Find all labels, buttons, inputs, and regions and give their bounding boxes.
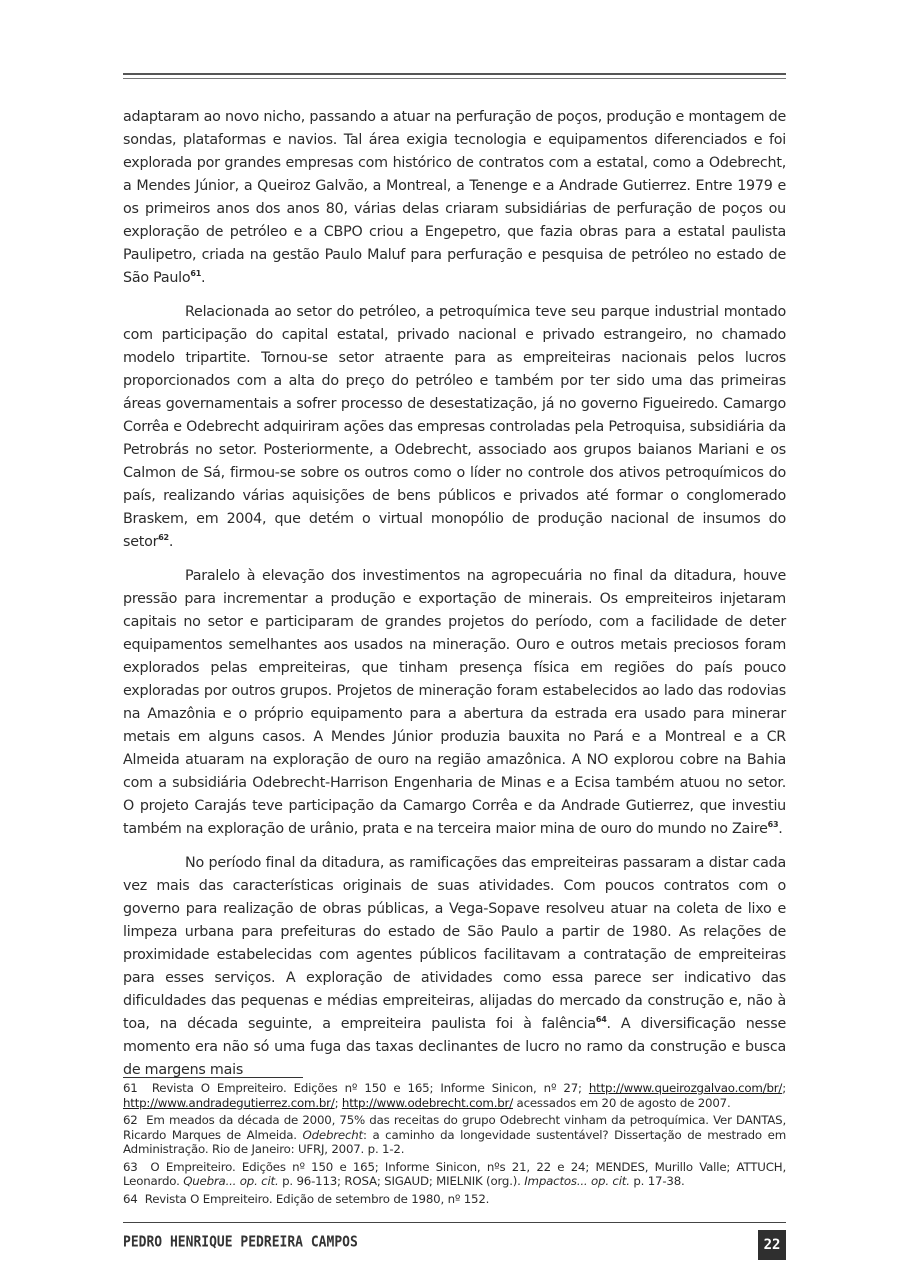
footnote-text: Em meados da década de 2000, 75% das receitas do grupo Odebrecht vinham da petroquímica. Ver DANTAS, Ricardo Marques de Almeida. <box>123 1113 786 1142</box>
footnote-61 <box>123 1081 786 1110</box>
footnote-number: 61 <box>123 1081 138 1095</box>
footnote-number: 63 <box>123 1159 138 1174</box>
paragraph-text: adaptaram ao novo nicho, passando a atuar na perfuração de poços, produção e montagem de sondas, plataformas e navios. Tal área exigia tecnologia e equipamentos diferenciados e foi explorada por grandes empresas com histórico de contratos com a estatal, como a Odebrecht, a Mendes Júnior, a Queiroz Galvão, a Montreal, a Tenenge e a Andrade Gutierrez. Entre 1979 e os primeiros anos dos anos 80, várias delas criaram subsidiárias de perfuração de poços ou exploração de petróleo e a CBPO criou a Engepetro, que fazia obras para a estatal paulista Paulipetro, criada na gestão Paulo Maluf para perfuração e pesquisa de petróleo no estado de São Paulo <box>123 109 786 286</box>
paragraph-text-tail: . <box>778 821 783 837</box>
footnote-62 <box>123 1113 786 1157</box>
footnote-ref-62[interactable]: 62 <box>158 533 169 543</box>
footnote-ref-64[interactable]: 64 <box>595 1015 607 1025</box>
footnote-italic: Odebrecht <box>302 1127 363 1142</box>
footnote-text: Revista O Empreiteiro. Edições nº 150 e 165; Informe Sinicon, nº 27; <box>151 1081 589 1095</box>
footnote-italic: Impactos... op. cit. <box>524 1174 630 1188</box>
link-queirozgalvao[interactable]: http://www.queirozgalvao.com/br/ <box>588 1081 783 1095</box>
footnote-separator <box>123 1077 303 1078</box>
footnote-text: p. 96-113; ROSA; SIGAUD; MIELNIK (org.). <box>278 1174 525 1188</box>
paragraph-text: No período final da ditadura, as ramificações das empreiteiras passaram a distar cada vez mais das características originais de suas atividades. Com poucos contratos com o governo para realização de obras públicas, a Vega-Sopave resolveu atuar na coleta de lixo e limpeza urbana para prefeituras do estado de São Paulo a partir de 1980. As relações de proximidade estabelecidas com agentes públicos facilitavam a contratação de empreiteiras para esses serviços. A exploração de atividades como essa parece ser indicativo das dificuldades das pequenas e médias empreiteiras, alijadas do mercado da construção e, não à toa, na década seguinte, a empreiteira paulista foi à falência <box>123 855 786 1032</box>
footnote-text: : a caminho da longevidade sustentável? Dissertação de mestrado em Administração. Rio de Janeiro: UFRJ, 2007. p. 1-2. <box>123 1127 786 1156</box>
footnote-number: 62 <box>123 1113 138 1127</box>
paragraph-text-tail: . <box>168 534 174 550</box>
paragraph-1 <box>123 106 786 290</box>
footer-rule <box>123 1222 786 1223</box>
footnote-text: O Empreiteiro. Edições nº 150 e 165; Informe Sinicon, nºs 21, 22 e 24; MENDES, Murillo Valle; ATTUCH, Leonardo. <box>123 1159 786 1188</box>
paragraph-2 <box>123 301 786 554</box>
link-odebrecht[interactable]: http://www.odebrecht.com.br/ <box>341 1095 513 1110</box>
footnote-text: p. 17-38. <box>629 1174 685 1188</box>
footnote-separator-text: ; <box>782 1081 786 1095</box>
main-text <box>123 106 786 1093</box>
paragraph-3 <box>123 565 786 841</box>
paragraph-text-tail: . A diversificação nesse momento era não só uma fuga das taxas declinantes de lucro no ramo da construção e busca de margens mais <box>123 1016 786 1078</box>
footnote-ref-61[interactable]: 61 <box>190 269 202 279</box>
footnote-number: 64 <box>123 1191 138 1206</box>
header-rule-thin <box>123 78 786 79</box>
footnote-italic: Quebra... op. cit. <box>183 1174 279 1188</box>
paragraph-4 <box>123 852 786 1082</box>
footnote-separator-text: ; <box>334 1095 342 1110</box>
footnote-63 <box>123 1160 786 1189</box>
footnote-text: Revista O Empreiteiro. Edição de setembro de 1980, nº 152. <box>144 1191 490 1206</box>
page-number: 22 <box>758 1230 786 1260</box>
footnote-64 <box>123 1192 786 1207</box>
footer-author: PEDRO HENRIQUE PEDREIRA CAMPOS <box>123 1234 358 1252</box>
paragraph-text: Paralelo à elevação dos investimentos na agropecuária no final da ditadura, houve pressão para incrementar a produção e exportação de minerais. Os empreiteiros injetaram capitais no setor e participaram de grandes projetos do período, com a facilidade de deter equipamentos semelhantes aos usados na mineração. Ouro e outros metais preciosos foram explorados pelas empreiteiras, que tinham presença física em regiões do país pouco exploradas por outros grupos. Projetos de mineração foram estabelecidos ao lado das rodovias na Amazônia e o próprio equipamento para a abertura da estrada era usado para minerar metais em alguns casos. A Mendes Júnior produzia bauxita no Pará e a Montreal e a CR Almeida atuaram na exploração de ouro na região amazônica. A NO explorou cobre na Bahia com a subsidiária Odebrecht-Harrison Engenharia de Minas e a Ecisa também atuou no setor. O projeto Carajás teve participação da Camargo Corrêa e da Andrade Gutierrez, que investiu também na exploração de urânio, prata e na terceira maior mina de ouro do mundo no Zaire <box>123 568 786 837</box>
paragraph-text: Relacionada ao setor do petróleo, a petroquímica teve seu parque industrial montado com participação do capital estatal, privado nacional e privado estrangeiro, no chamado modelo tripartite. Tornou-se setor atraente para as empreiteiras nacionais pelos lucros proporcionados com a alta do preço do petróleo e também por ter sido uma das primeiras áreas governamentais a sofrer processo de desestatização, já no governo Figueiredo. Camargo Corrêa e Odebrecht adquiriram ações das empresas controladas pela Petroquisa, subsidiária da Petrobrás no setor. Posteriormente, a Odebrecht, associado aos grupos baianos Mariani e os Calmon de Sá, firmou-se sobre os outros como o líder no controle dos ativos petroquímicos do país, realizando várias aquisições de bens públicos e privados até formar o conglomerado Braskem, em 2004, que detém o virtual monopólio de produção nacional de insumos do setor <box>123 304 786 550</box>
footnote-ref-63[interactable]: 63 <box>767 820 779 830</box>
footnote-text: acessados em 20 de agosto de 2007. <box>512 1095 731 1110</box>
paragraph-text-tail: . <box>201 270 206 286</box>
link-andradegutierrez[interactable]: http://www.andradegutierrez.com.br/ <box>123 1095 335 1110</box>
header-rule-thick <box>123 73 786 75</box>
footnotes <box>123 1081 786 1209</box>
